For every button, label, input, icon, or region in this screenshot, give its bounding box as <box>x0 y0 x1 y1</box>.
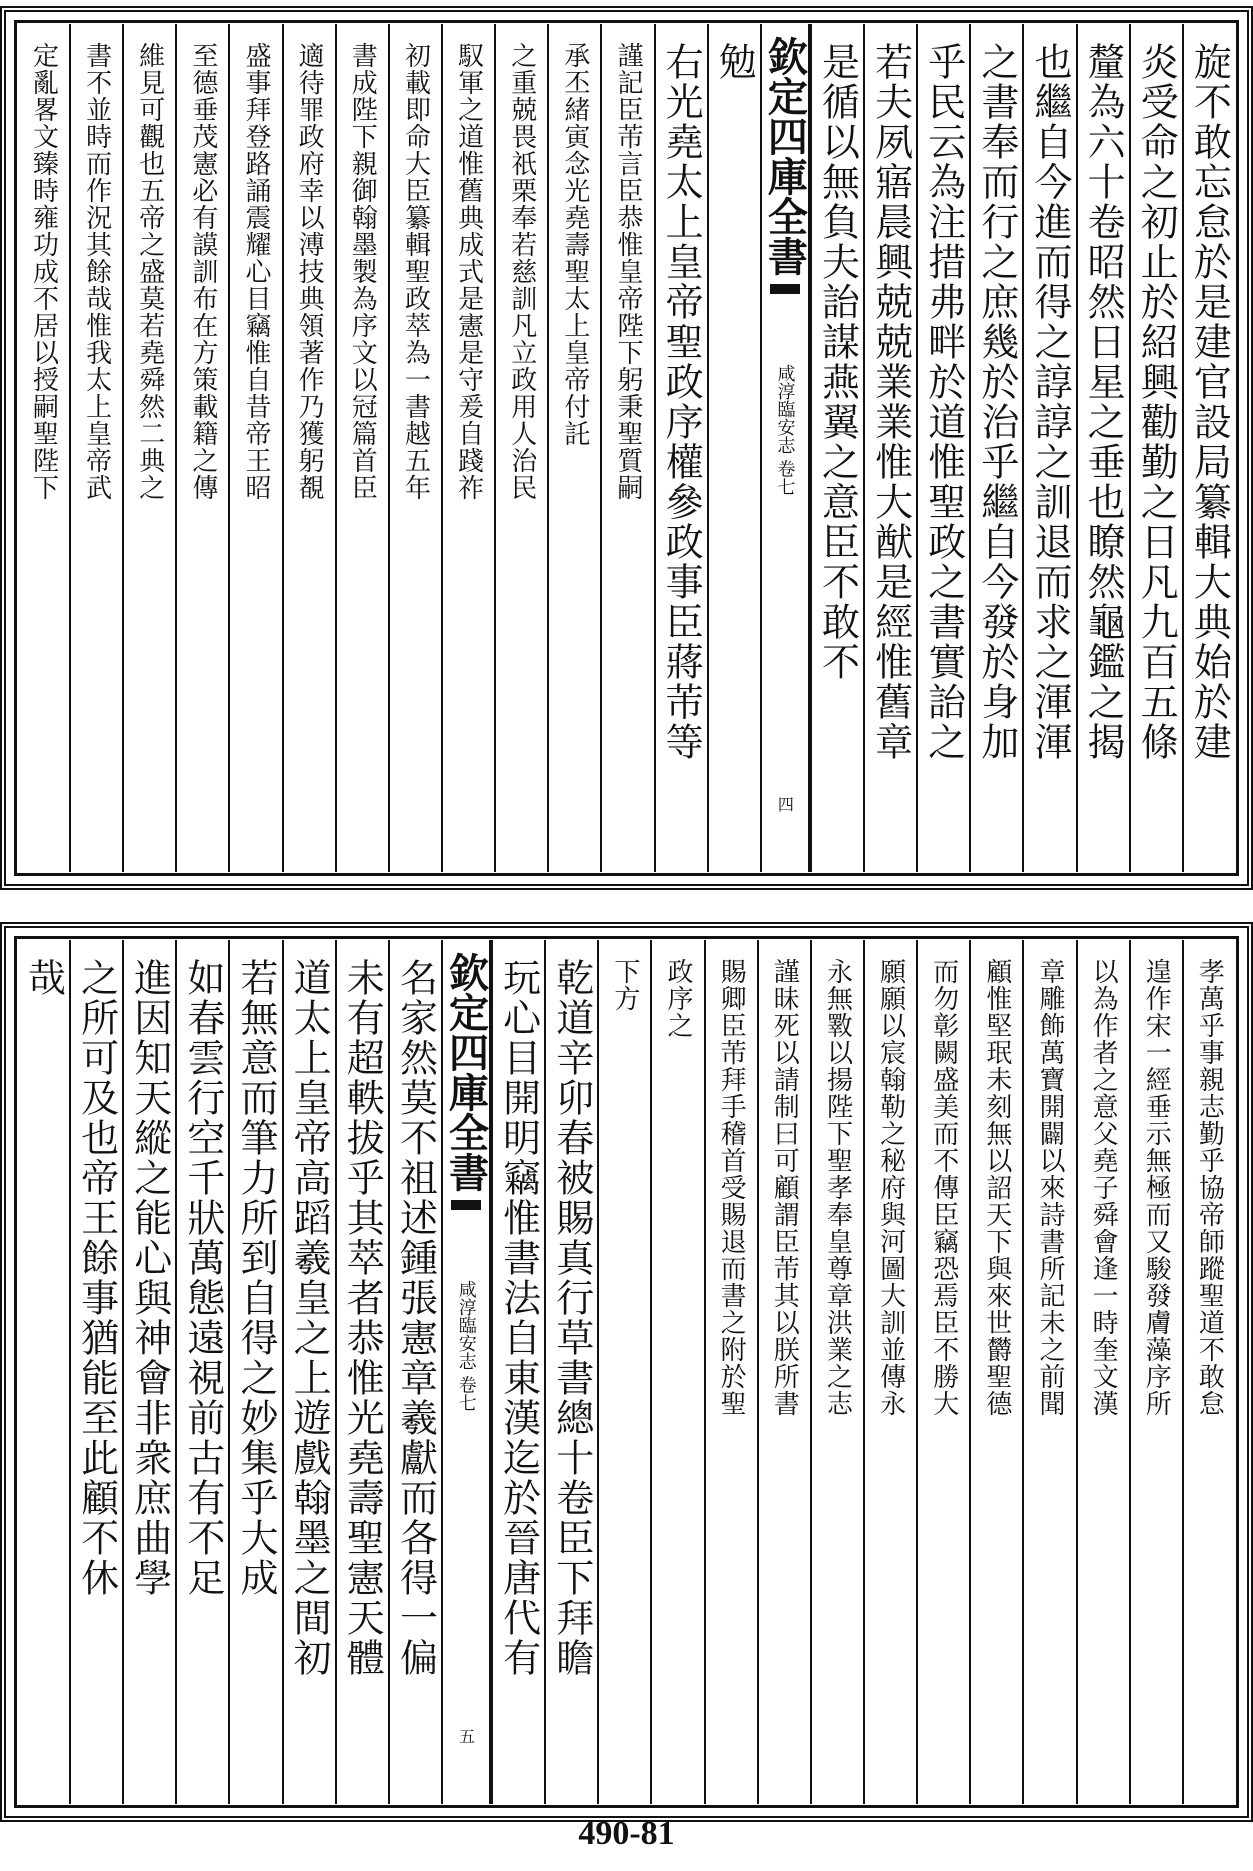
column-text: 而勿彰闕盛美而不傳臣竊恐焉臣不勝大 <box>928 958 959 1417</box>
book-label: 咸淳臨安志 卷七 <box>455 1280 477 1412</box>
column-text: 哉 <box>21 958 66 998</box>
text-column <box>122 24 175 872</box>
text-column <box>1182 940 1235 1804</box>
text-column <box>175 24 228 872</box>
column-text: 之所可及也帝王餘事猶能至此顧不休 <box>74 958 119 1598</box>
text-column <box>969 940 1022 1804</box>
book-series-title: 欽定四庫全書 <box>761 36 809 276</box>
text-column <box>969 24 1022 872</box>
center-fold <box>441 940 491 1804</box>
text-column <box>1129 940 1182 1804</box>
text-column <box>600 24 653 872</box>
column-text: 乾道辛卯春被賜真行草書總十卷臣下拜瞻 <box>549 958 594 1678</box>
fishtail-mark <box>451 1200 481 1240</box>
column-text: 是循以無負夫詒謀燕翼之意臣不敢不 <box>815 42 860 682</box>
text-column <box>707 24 760 872</box>
column-text: 書不並時而作況其餘哉惟我太上皇帝武 <box>81 42 112 501</box>
column-text: 盛事拜登路誦震耀心目竊惟自昔帝王昭 <box>241 42 272 501</box>
text-column <box>18 24 69 872</box>
column-text: 書成陛下親御翰墨製為序文以冠篇首臣 <box>347 42 378 501</box>
column-text: 遑作宋一經垂示無極而又駿發膚藻序所 <box>1141 958 1172 1417</box>
text-column <box>228 24 281 872</box>
column-text: 賜卿臣芾拜手稽首受賜退而書之附於聖 <box>716 958 747 1417</box>
column-text: 之書奉而行之庶幾於治乎繼自今發於身加 <box>974 42 1019 762</box>
column-text: 進因知天縱之能心與神會非衆庶曲學 <box>127 958 172 1598</box>
column-text: 至德垂茂憲必有謨訓布在方策載籍之傳 <box>187 42 218 501</box>
column-text: 勉 <box>712 42 757 82</box>
text-column <box>1076 24 1129 872</box>
column-text: 維見可觀也五帝之盛莫若堯舜然二典之 <box>134 42 165 501</box>
column-text: 謹昧死以請制曰可顧謂臣芾其以朕所書 <box>769 958 800 1417</box>
text-column <box>494 24 547 872</box>
text-column <box>1182 24 1235 872</box>
text-column <box>491 940 544 1804</box>
text-column <box>69 24 122 872</box>
column-text: 章雕飾萬寶開闢以來詩書所記未之前聞 <box>1035 958 1065 1417</box>
text-column <box>863 940 916 1804</box>
fishtail-mark <box>770 284 800 324</box>
text-column <box>916 24 969 872</box>
column-text: 右光堯太上皇帝聖政序權參政事臣蔣芾等 <box>659 42 704 762</box>
text-column <box>1076 940 1129 1804</box>
text-column <box>388 24 441 872</box>
text-column <box>650 940 703 1804</box>
page-number: 490-81 <box>578 1815 675 1852</box>
top-text-columns <box>18 24 1235 872</box>
column-text: 孝萬乎事親志勤乎協帝師蹤聖道不敢怠 <box>1194 958 1225 1417</box>
text-column <box>810 24 863 872</box>
text-column <box>282 24 335 872</box>
text-column <box>863 24 916 872</box>
column-text: 適待罪政府幸以溥技典領著作乃獲躬覩 <box>294 42 325 501</box>
column-text: 玩心目開明竊惟書法自東漢迄於晉唐代有 <box>496 958 541 1678</box>
column-text: 政序之 <box>663 958 694 1039</box>
bottom-text-columns <box>18 940 1235 1804</box>
text-column <box>704 940 757 1804</box>
column-text: 乎民云為注措弗畔於道惟聖政之書實詒之 <box>921 42 966 762</box>
column-text: 馭軍之道惟舊典成式是憲是守爰自踐祚 <box>453 42 484 501</box>
column-text: 旋不敢忘怠於是建官設局纂輯大典始於建 <box>1187 42 1232 762</box>
column-text: 道太上皇帝高蹈羲皇之上遊戲翰墨之間初 <box>287 958 332 1678</box>
column-text: 名家然莫不祖述鍾張憲章羲獻而各得一偏 <box>393 958 438 1678</box>
text-column <box>654 24 707 872</box>
text-column <box>547 24 600 872</box>
column-text: 若夫夙寤晨興兢兢業業惟大猷是經惟舊章 <box>868 42 913 762</box>
text-column <box>69 940 122 1804</box>
page-bottom-half <box>0 922 1253 1822</box>
text-column <box>122 940 175 1804</box>
column-text: 永無斁以揚陛下聖孝奉皇尊章洪業之志 <box>822 958 853 1417</box>
center-fold <box>760 24 810 872</box>
column-text: 釐為六十卷昭然日星之垂也瞭然龜鑑之揭 <box>1081 42 1126 762</box>
column-text: 願願以宸翰勒之秘府與河圖大訓並傳永 <box>875 958 906 1417</box>
page-top-half <box>0 6 1253 890</box>
column-text: 承丕緒寅念光堯壽聖太上皇帝付託 <box>559 42 590 447</box>
text-column <box>228 940 281 1804</box>
text-column <box>1022 24 1075 872</box>
column-text: 如春雲行空千狀萬態遠視前古有不足 <box>180 958 225 1598</box>
text-column <box>544 940 597 1804</box>
book-label: 咸淳臨安志 卷七 <box>774 364 796 496</box>
column-text: 炎受命之初止於紹興勸勤之日凡九百五條 <box>1134 42 1179 762</box>
text-column <box>335 24 388 872</box>
folio-number: 四 <box>775 796 795 812</box>
text-column <box>388 940 441 1804</box>
text-column <box>916 940 969 1804</box>
column-text: 也繼自今進而得之諄諄之訓退而求之渾渾 <box>1028 42 1072 762</box>
column-text: 定亂畧文臻時雍功成不居以授嗣聖陛下 <box>28 42 59 501</box>
text-column <box>597 940 650 1804</box>
text-column <box>810 940 863 1804</box>
text-column <box>757 940 810 1804</box>
text-column <box>441 24 494 872</box>
column-text: 以為作者之意父堯子舜會逢一時奎文漢 <box>1088 958 1119 1417</box>
column-text: 若無意而筆力所到自得之妙集乎大成 <box>234 958 279 1598</box>
column-text: 下方 <box>609 958 640 1012</box>
text-column <box>18 940 69 1804</box>
folio-number: 五 <box>456 1728 476 1744</box>
column-text: 謹記臣芾言臣恭惟皇帝陛下躬秉聖質嗣 <box>613 42 643 501</box>
book-series-title: 欽定四庫全書 <box>442 952 490 1192</box>
text-column <box>1129 24 1182 872</box>
text-column <box>175 940 228 1804</box>
column-text: 初載即命大臣纂輯聖政萃為一書越五年 <box>400 42 431 501</box>
text-column <box>1022 940 1075 1804</box>
text-column <box>282 940 335 1804</box>
column-text: 顧惟堅珉未刻無以詔天下與來世欝聖德 <box>981 958 1012 1417</box>
column-text: 未有超軼拔乎其萃者恭惟光堯壽聖憲天體 <box>340 958 385 1678</box>
column-text: 之重兢畏祇栗奉若慈訓凡立政用人治民 <box>506 42 537 501</box>
text-column <box>335 940 388 1804</box>
